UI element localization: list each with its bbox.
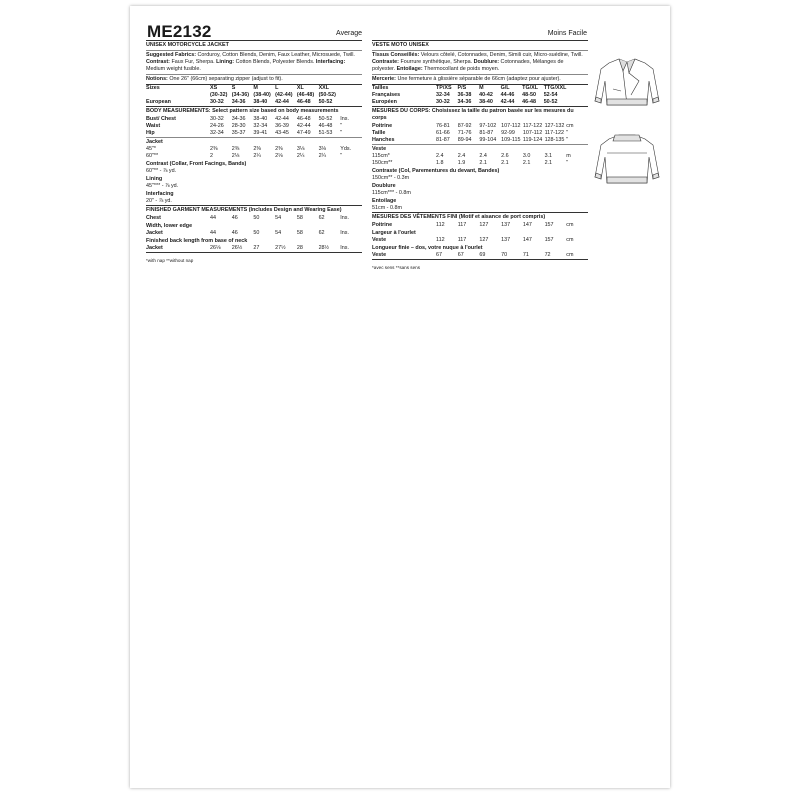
pattern-code: ME2132 bbox=[147, 22, 212, 41]
body-measurements-table: Bust/ Chest 30-32 34-36 38-40 42-44 46-48 50-52 Ins. Waist 24-26 28-30 32-34 36-39 42-44 46-48 " Hip 32-34 35-37 39-41 43-45 47-49 51-53 " bbox=[146, 116, 349, 136]
finished-measurements-title: FINISHED GARMENT MEASUREMENTS (Includes Design and Wearing Ease) bbox=[146, 207, 342, 213]
jacket-front-sketch bbox=[595, 59, 659, 105]
contrast-yardage-fr: 150cm** - 0.3m bbox=[372, 175, 410, 181]
contrast-yardage: 60"** - ⅞ yd. bbox=[146, 168, 177, 174]
difficulty-en: Average bbox=[336, 30, 362, 37]
jacket-yardage-table: 45"* 2⅜ 2⅜ 2⅜ 2⅜ 3⅛ 3⅛ Yds. 60"** 2 2⅛ 2¼ 2⅛ 2¼ 2¼ " bbox=[146, 146, 352, 159]
english-column bbox=[146, 40, 362, 264]
difficulty-fr: Moins Facile bbox=[547, 30, 587, 37]
jacket-yardage-label-fr: Veste bbox=[372, 146, 387, 152]
back-length-table: Jacket 26⅛ 26½ 27 27½ 28 28½ Ins. bbox=[146, 245, 349, 251]
body-measurements-table-fr: Poitrine 76-81 87-92 97-102 107-112 117-122 127-132 cm Taille 61-66 71-76 81-87 92-99 107-112 117-122 " Hanches 81-87 89-94 99-104 109-115 119-124 128-135 " bbox=[372, 123, 574, 143]
interfacing-yardage: 20" - ⅞ yd. bbox=[146, 198, 172, 204]
lining-heading: Lining bbox=[146, 176, 163, 182]
jacket-yardage-table-fr: 115cm* 2.4 2.4 2.4 2.6 3.0 3.1 m 150cm** 1.8 1.9 2.1 2.1 2.1 2.1 " bbox=[372, 153, 571, 166]
lining-yardage-fr: 115cm*** - 0.8m bbox=[372, 190, 411, 196]
back-length-heading: Finished back length from base of neck bbox=[146, 238, 248, 244]
french-column bbox=[372, 40, 588, 271]
finished-chest-table: Chest 44 46 50 54 58 62 Ins. bbox=[146, 215, 349, 221]
notions-line: Notions: One 26" (66cm) separating zipper (adjust to fit). bbox=[146, 76, 283, 82]
sizes-table: Sizes XS S M L XL XXL (30-32) (34-36) (38-40) (42-44) (46-48) (50-52) European 30-32 34-36 38-40 42-44 46-48 50-52 bbox=[146, 85, 336, 105]
finished-chest-table-fr: Poitrine 112 117 127 137 147 157 cm bbox=[372, 222, 574, 228]
finished-measurements-title-fr: MESURES DES VÊTEMENTS FINI (Motif et aisance de port compris) bbox=[372, 214, 546, 220]
jacket-technical-sketches bbox=[593, 55, 661, 195]
footnote-fr: *avec sens **sans sens bbox=[372, 265, 421, 270]
lower-edge-heading-fr: Largeur à l'ourlet bbox=[372, 230, 416, 236]
fabrics-paragraph-fr: Tissus Conseillés: Velours côtelé, Cotonnades, Denim, Simili cuir, Micro-suédine, Twill. Contraste: Fourrure synthétique, Sherpa. Doublure: Cotonnades, Mélanges de polyester. Entoilage: Thermocollant de poids moyen. bbox=[372, 52, 583, 72]
interfacing-yardage-fr: 51cm - 0.8m bbox=[372, 205, 402, 211]
interfacing-heading: Interfacing bbox=[146, 191, 174, 197]
interfacing-heading-fr: Entoilage bbox=[372, 198, 397, 204]
lower-edge-table: Jacket 44 46 50 54 58 62 Ins. bbox=[146, 230, 349, 236]
body-measurements-title-fr: MESURES DU CORPS: Choisissez la taille du patron basée sur les mesures du corps bbox=[372, 108, 574, 121]
contrast-heading: Contrast (Collar, Front Facings, Bands) bbox=[146, 161, 247, 167]
jacket-yardage-label: Jacket bbox=[146, 139, 163, 145]
lining-heading-fr: Doublure bbox=[372, 183, 396, 189]
body-measurements-title: BODY MEASUREMENTS: Select pattern size based on body measurements bbox=[146, 108, 339, 114]
sizes-table-fr: Tailles TP/XS P/S M G/L TG/XL TTG/XXL Françaises 32-34 36-38 40-42 44-46 48-50 52-54 Européen 30-32 34-36 38-40 42-44 46-48 50-52 bbox=[372, 85, 567, 105]
back-length-heading-fr: Longueur finie – dos, votre nuque à l'ourlet bbox=[372, 245, 483, 251]
notions-line-fr: Mercerie: Une fermeture à glissière séparable de 66cm (adaptez pour ajuster). bbox=[372, 76, 561, 82]
garment-title-fr: VESTE MOTO UNISEX bbox=[372, 42, 429, 48]
jacket-back-sketch bbox=[595, 135, 659, 183]
contrast-heading-fr: Contraste (Col, Parementures du devant, Bandes) bbox=[372, 168, 500, 174]
lining-yardage: 45"*** - ⅞ yd. bbox=[146, 183, 179, 189]
back-length-table-fr: Veste 67 67 69 70 71 72 cm bbox=[372, 252, 574, 258]
fabrics-paragraph: Suggested Fabrics: Corduroy, Cotton Blends, Denim, Faux Leather, Microsuede, Twill. Contrast: Faux Fur, Sherpa. Lining: Cotton Blends, Polyester Blends. Interfacing: Medium weight fusible. bbox=[146, 52, 355, 72]
lower-edge-heading: Width, lower edge bbox=[146, 223, 193, 229]
lower-edge-table-fr: Veste 112 117 127 137 147 157 cm bbox=[372, 237, 574, 243]
footnote-en: *with nap **without nap bbox=[146, 258, 194, 263]
garment-title: UNISEX MOTORCYCLE JACKET bbox=[146, 42, 229, 48]
